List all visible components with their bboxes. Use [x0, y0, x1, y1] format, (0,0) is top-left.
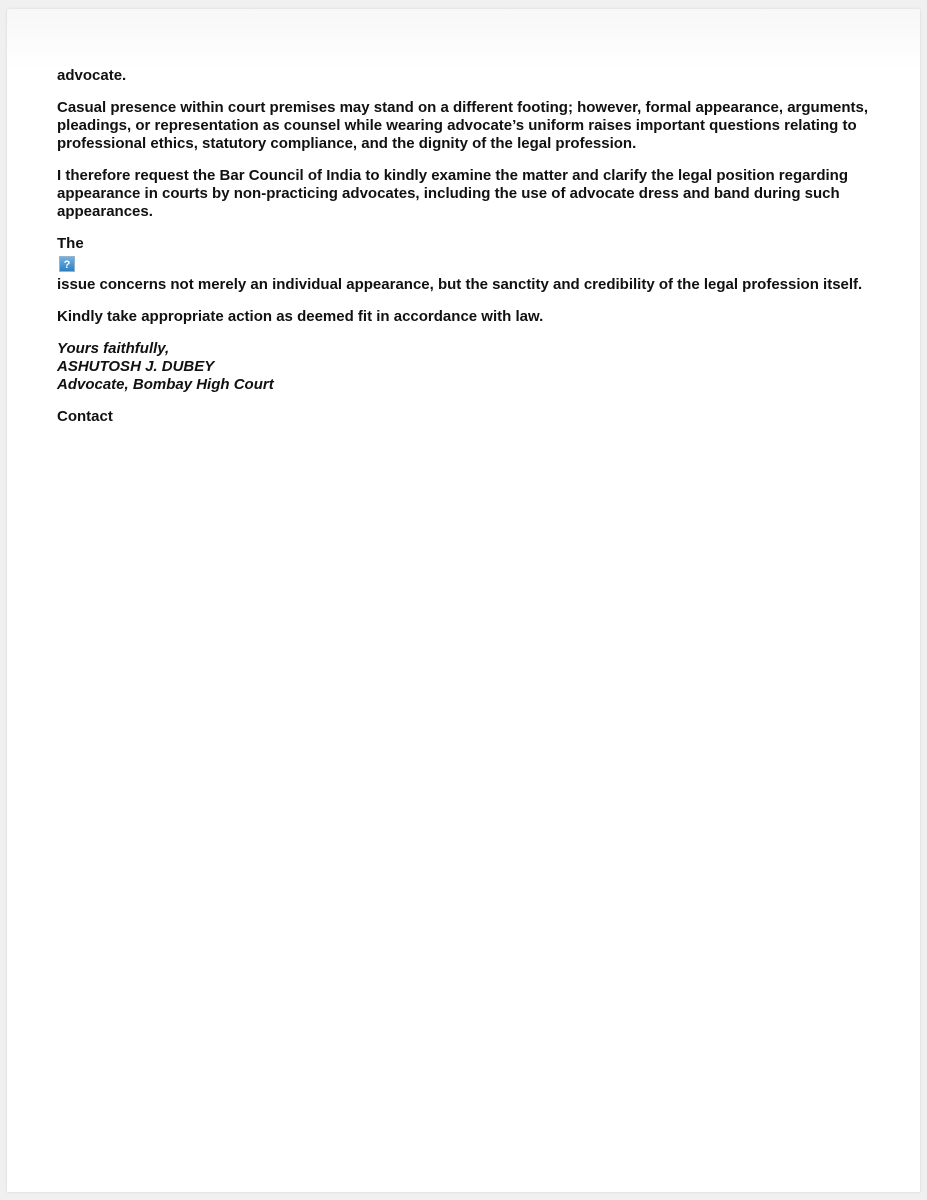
paragraph-kindly: Kindly take appropriate action as deemed fit in accordance with law.: [57, 308, 544, 325]
signature-designation: Advocate, Bombay High Court: [57, 376, 274, 393]
signature-block: [57, 340, 877, 394]
paragraph-issue: issue concerns not merely an individual appearance, but the sanctity and credibility of the legal profession itself.: [57, 276, 863, 293]
document-body: [57, 67, 877, 428]
page-top-shade: [7, 9, 920, 69]
contact-line: [57, 408, 877, 428]
paragraph-request: I therefore request the Bar Council of India to kindly examine the matter and clarify the legal position regarding appearance in courts by non-practicing advocates, including the use of advocate dress and band during such appearances.: [57, 167, 848, 220]
contact-redaction: [119, 416, 239, 428]
document-page: [7, 9, 920, 1192]
text-line-advocate: advocate.: [57, 67, 127, 84]
contact-label: Contact: [57, 408, 113, 425]
signature-name: ASHUTOSH J. DUBEY: [57, 358, 215, 375]
paragraph-casual-presence: Casual presence within court premises may stand on a different footing; however, formal appearance, arguments, pleadings, or representation as counsel while wearing advocate’s uniform raises important questions relating to professional ethics, statutory compliance, and the dignity of the legal profession.: [57, 99, 869, 152]
broken-image-icon: ?: [59, 256, 75, 272]
text-line-the: The: [57, 235, 84, 252]
signature-closing: Yours faithfully,: [57, 340, 170, 357]
